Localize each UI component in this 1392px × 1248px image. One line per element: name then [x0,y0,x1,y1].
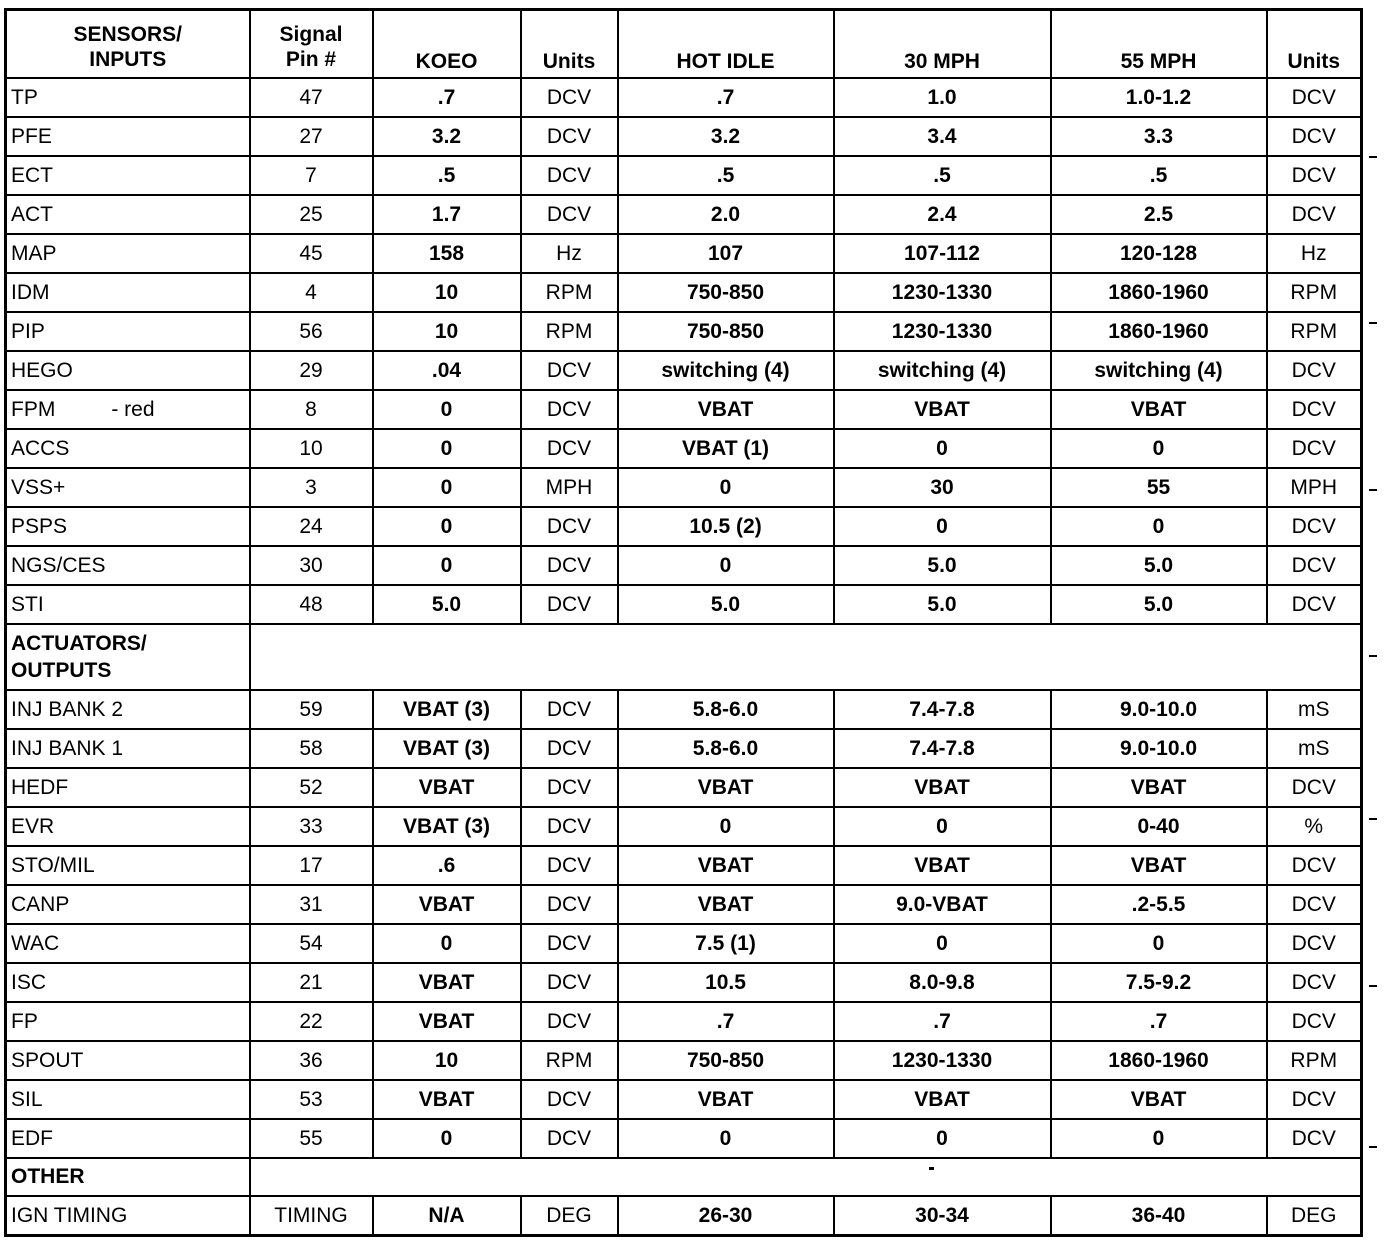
mph-55-cell: 0 [1051,1119,1267,1158]
hot-idle-cell: 0 [618,1119,834,1158]
header-row [6,10,1362,79]
units-cell: DCV [521,117,618,156]
mph-30-cell: .7 [834,1002,1051,1041]
signal-pin-cell: 29 [250,351,373,390]
signal-name-cell [6,924,250,963]
mph-30-cell: 2.4 [834,195,1051,234]
mph-30-cell: 7.4-7.8 [834,690,1051,729]
mph-30-cell: VBAT [834,846,1051,885]
section-blank-cell [250,624,1362,690]
hot-idle-cell: 10.5 [618,963,834,1002]
signal-name-cell [6,468,250,507]
units-cell: DEG [521,1196,618,1235]
units-2-cell: mS [1267,690,1362,729]
signal-name: IGN TIMING [11,1203,128,1227]
units-2-cell: DCV [1267,117,1362,156]
signal-name: SIL [11,1088,43,1111]
mph-55-cell: 9.0-10.0 [1051,729,1267,768]
mph-55-cell: 5.0 [1051,546,1267,585]
header-units: Units [521,10,618,79]
mph-55-cell: VBAT [1051,846,1267,885]
koeo-cell: .04 [373,351,521,390]
signal-pin-cell: 59 [250,690,373,729]
koeo-cell: 0 [373,468,521,507]
mph-55-cell: 1860-1960 [1051,273,1267,312]
mph-30-cell: switching (4) [834,351,1051,390]
header-hot-idle: HOT IDLE [618,10,834,79]
mph-30-cell: 1230-1330 [834,1041,1051,1080]
koeo-cell: 0 [373,924,521,963]
units-cell: DCV [521,429,618,468]
signal-pin-cell: 8 [250,390,373,429]
signal-name-cell [6,807,250,846]
koeo-cell: 0 [373,546,521,585]
sensor-spec-table [4,8,1363,1237]
mph-30-cell: 107-112 [834,234,1051,273]
signal-pin-cell: 58 [250,729,373,768]
signal-name-cell [6,690,250,729]
mph-30-cell: VBAT [834,390,1051,429]
signal-name-cell [6,312,250,351]
header-signal-pin: Signal Pin # [250,10,373,79]
koeo-cell: 10 [373,1041,521,1080]
koeo-cell: 0 [373,390,521,429]
signal-pin-cell: 48 [250,585,373,624]
table-row [6,351,1362,390]
header-units-2: Units [1267,10,1362,79]
koeo-cell: 10 [373,312,521,351]
units-cell: RPM [521,273,618,312]
koeo-cell: 0 [373,507,521,546]
hot-idle-cell: 107 [618,234,834,273]
table-row [6,546,1362,585]
units-cell: DCV [521,585,618,624]
koeo-cell: VBAT [373,963,521,1002]
signal-name: ACCS [11,437,70,460]
units-2-cell: DCV [1267,390,1362,429]
signal-name: PSPS [11,515,68,538]
signal-name-cell [6,729,250,768]
signal-pin-cell: 33 [250,807,373,846]
units-2-cell: mS [1267,729,1362,768]
units-cell: DCV [521,924,618,963]
mph-30-cell: 1230-1330 [834,312,1051,351]
table-row [6,1041,1362,1080]
section-label: OTHER [6,1158,250,1196]
units-cell: DCV [521,1080,618,1119]
mph-55-cell: 0 [1051,429,1267,468]
mph-30-cell: VBAT [834,1080,1051,1119]
signal-name: CANP [11,893,70,916]
signal-name: STO/MIL [11,854,95,877]
mph-55-cell: 0-40 [1051,807,1267,846]
signal-name: STI [11,593,44,616]
mph-55-cell: 1860-1960 [1051,1041,1267,1080]
hot-idle-cell: VBAT (1) [618,429,834,468]
margin-tick [1369,985,1377,987]
signal-name: FPM [11,398,56,421]
signal-name: INJ BANK 1 [11,737,124,760]
mph-55-cell: .5 [1051,156,1267,195]
mph-55-cell: 0 [1051,924,1267,963]
section-row-other [6,1158,1362,1196]
signal-name-cell [6,1119,250,1158]
signal-pin-cell: 55 [250,1119,373,1158]
section-row-actuators [6,624,1362,690]
signal-pin-cell: 56 [250,312,373,351]
hot-idle-cell: .5 [618,156,834,195]
units-cell: DCV [521,351,618,390]
signal-name-cell [6,117,250,156]
units-2-cell: DCV [1267,1080,1362,1119]
signal-name: IDM [11,281,50,304]
units-2-cell: DCV [1267,351,1362,390]
hot-idle-cell: 26-30 [618,1196,834,1235]
mph-30-cell: 0 [834,924,1051,963]
koeo-cell: 1.7 [373,195,521,234]
koeo-cell: VBAT (3) [373,729,521,768]
table-row [6,690,1362,729]
mph-30-cell: 9.0-VBAT [834,885,1051,924]
signal-pin-cell: 10 [250,429,373,468]
margin-tick [1369,655,1377,657]
header-sensors-inputs: SENSORS/ INPUTS [6,10,250,79]
signal-pin-cell: 21 [250,963,373,1002]
signal-name-cell [6,963,250,1002]
units-2-cell: DCV [1267,78,1362,117]
mph-30-cell: 5.0 [834,585,1051,624]
mph-55-cell: 7.5-9.2 [1051,963,1267,1002]
mph-55-cell: VBAT [1051,1080,1267,1119]
signal-pin-cell: 24 [250,507,373,546]
koeo-cell: .6 [373,846,521,885]
signal-pin-cell: 45 [250,234,373,273]
table-row [6,507,1362,546]
hot-idle-cell: 0 [618,807,834,846]
units-cell: RPM [521,1041,618,1080]
table-row [6,234,1362,273]
signal-name: NGS/CES [11,554,106,577]
koeo-cell: VBAT [373,885,521,924]
units-cell: DCV [521,195,618,234]
table-row [6,195,1362,234]
mph-30-cell: .5 [834,156,1051,195]
mph-55-cell: 5.0 [1051,585,1267,624]
signal-pin-cell: 52 [250,768,373,807]
signal-name-cell [6,273,250,312]
signal-name-cell [6,768,250,807]
signal-pin-cell: TIMING [250,1196,373,1235]
signal-pin-cell: 27 [250,117,373,156]
margin-tick [1369,1146,1377,1148]
units-2-cell: DCV [1267,846,1362,885]
stray-dot [929,1167,934,1170]
units-cell: DCV [521,768,618,807]
signal-name-cell [6,195,250,234]
units-cell: DCV [521,846,618,885]
signal-name-cell [6,234,250,273]
signal-name: ISC [11,971,47,994]
units-2-cell: DCV [1267,195,1362,234]
signal-name-cell [6,507,250,546]
mph-30-cell: 0 [834,807,1051,846]
units-2-cell: DCV [1267,546,1362,585]
koeo-cell: 0 [373,1119,521,1158]
units-2-cell: Hz [1267,234,1362,273]
hot-idle-cell: 750-850 [618,1041,834,1080]
signal-pin-cell: 30 [250,546,373,585]
mph-55-cell: VBAT [1051,768,1267,807]
units-2-cell: DEG [1267,1196,1362,1235]
signal-name-cell [6,156,250,195]
signal-pin-cell: 54 [250,924,373,963]
signal-name: INJ BANK 2 [11,698,124,721]
units-cell: Hz [521,234,618,273]
koeo-cell: VBAT (3) [373,690,521,729]
units-cell: RPM [521,312,618,351]
table-row [6,429,1362,468]
hot-idle-cell: .7 [618,1002,834,1041]
signal-pin-cell: 31 [250,885,373,924]
table-row [6,924,1362,963]
table-row [6,807,1362,846]
signal-name: MAP [11,242,57,265]
signal-name-cell [6,1196,250,1235]
koeo-cell: VBAT [373,768,521,807]
table-row [6,729,1362,768]
units-2-cell: DCV [1267,885,1362,924]
section-blank-cell [250,1158,1362,1196]
header-30-mph: 30 MPH [834,10,1051,79]
units-cell: DCV [521,885,618,924]
hot-idle-cell: 3.2 [618,117,834,156]
mph-55-cell: 3.3 [1051,117,1267,156]
koeo-cell: 10 [373,273,521,312]
signal-name-cell [6,78,250,117]
table-row [6,273,1362,312]
signal-name-cell [6,885,250,924]
units-cell: DCV [521,729,618,768]
signal-name-cell [6,846,250,885]
header-koeo: KOEO [373,10,521,79]
koeo-cell: 3.2 [373,117,521,156]
hot-idle-cell: switching (4) [618,351,834,390]
hot-idle-cell: 0 [618,546,834,585]
signal-name-cell [6,390,250,429]
signal-pin-cell: 4 [250,273,373,312]
margin-tick [1369,489,1377,491]
hot-idle-cell: 0 [618,468,834,507]
signal-name: PIP [11,320,45,343]
signal-name: WAC [11,932,60,955]
units-2-cell: RPM [1267,312,1362,351]
units-2-cell: DCV [1267,1119,1362,1158]
header-55-mph: 55 MPH [1051,10,1267,79]
signal-pin-cell: 53 [250,1080,373,1119]
koeo-cell: VBAT [373,1080,521,1119]
signal-name: TP [11,86,38,109]
table-row [6,390,1362,429]
signal-name: EDF [11,1127,53,1150]
hot-idle-cell: 5.0 [618,585,834,624]
mph-30-cell: 30-34 [834,1196,1051,1235]
units-2-cell: DCV [1267,1002,1362,1041]
koeo-cell: N/A [373,1196,521,1235]
mph-55-cell: 55 [1051,468,1267,507]
units-cell: MPH [521,468,618,507]
mph-55-cell: 1.0-1.2 [1051,78,1267,117]
signal-name-cell [6,546,250,585]
table-row [6,585,1362,624]
units-cell: DCV [521,690,618,729]
signal-name-cell [6,351,250,390]
hot-idle-cell: VBAT [618,390,834,429]
hot-idle-cell: 2.0 [618,195,834,234]
section-label: ACTUATORS/ OUTPUTS [6,624,250,690]
table-row [6,846,1362,885]
units-cell: DCV [521,1002,618,1041]
signal-pin-cell: 3 [250,468,373,507]
units-2-cell: DCV [1267,507,1362,546]
mph-55-cell: 0 [1051,507,1267,546]
mph-30-cell: 0 [834,429,1051,468]
table-row [6,78,1362,117]
units-2-cell: DCV [1267,924,1362,963]
units-2-cell: RPM [1267,273,1362,312]
table-row [6,963,1362,1002]
koeo-cell: 5.0 [373,585,521,624]
mph-30-cell: VBAT [834,768,1051,807]
margin-tick [1369,818,1377,820]
signal-pin-cell: 25 [250,195,373,234]
signal-name: PFE [11,125,52,148]
koeo-cell: .5 [373,156,521,195]
koeo-cell: .7 [373,78,521,117]
table-row [6,468,1362,507]
signal-name-cell [6,1041,250,1080]
units-cell: DCV [521,156,618,195]
table-row [6,1002,1362,1041]
mph-30-cell: 1.0 [834,78,1051,117]
koeo-cell: VBAT [373,1002,521,1041]
signal-name-cell [6,585,250,624]
units-2-cell: MPH [1267,468,1362,507]
mph-30-cell: 3.4 [834,117,1051,156]
units-cell: DCV [521,78,618,117]
units-2-cell: DCV [1267,585,1362,624]
koeo-cell: 0 [373,429,521,468]
hot-idle-cell: VBAT [618,768,834,807]
signal-pin-cell: 7 [250,156,373,195]
table-row [6,1080,1362,1119]
table-row [6,312,1362,351]
hot-idle-cell: 7.5 (1) [618,924,834,963]
mph-55-cell: VBAT [1051,390,1267,429]
mph-55-cell: 9.0-10.0 [1051,690,1267,729]
signal-name: HEDF [11,776,69,799]
signal-name: FP [11,1010,38,1033]
hot-idle-cell: 750-850 [618,273,834,312]
hot-idle-cell: 10.5 (2) [618,507,834,546]
signal-name-cell [6,1002,250,1041]
units-cell: DCV [521,1119,618,1158]
mph-55-cell: 2.5 [1051,195,1267,234]
koeo-cell: VBAT (3) [373,807,521,846]
mph-55-cell: switching (4) [1051,351,1267,390]
hot-idle-cell: .7 [618,78,834,117]
table-row [6,1196,1362,1235]
units-cell: DCV [521,390,618,429]
signal-name-cell [6,429,250,468]
mph-30-cell: 0 [834,507,1051,546]
hot-idle-cell: 750-850 [618,312,834,351]
mph-55-cell: .7 [1051,1002,1267,1041]
signal-name: SPOUT [11,1049,84,1072]
mph-30-cell: 8.0-9.8 [834,963,1051,1002]
signal-pin-cell: 17 [250,846,373,885]
units-2-cell: RPM [1267,1041,1362,1080]
mph-30-cell: 7.4-7.8 [834,729,1051,768]
signal-pin-cell: 22 [250,1002,373,1041]
signal-pin-cell: 47 [250,78,373,117]
mph-30-cell: 5.0 [834,546,1051,585]
margin-tick [1369,322,1377,324]
table-row [6,768,1362,807]
table-row [6,156,1362,195]
hot-idle-cell: 5.8-6.0 [618,729,834,768]
units-cell: DCV [521,507,618,546]
signal-pin-cell: 36 [250,1041,373,1080]
signal-name: HEGO [11,359,73,382]
mph-55-cell: 36-40 [1051,1196,1267,1235]
units-2-cell: DCV [1267,429,1362,468]
signal-name-cell [6,1080,250,1119]
hot-idle-cell: 5.8-6.0 [618,690,834,729]
signal-name: ECT [11,164,53,187]
koeo-cell: 158 [373,234,521,273]
margin-tick [1369,156,1377,158]
units-2-cell: DCV [1267,156,1362,195]
mph-55-cell: 120-128 [1051,234,1267,273]
mph-30-cell: 0 [834,1119,1051,1158]
table-row [6,117,1362,156]
mph-55-cell: 1860-1960 [1051,312,1267,351]
units-cell: DCV [521,546,618,585]
signal-name: ACT [11,203,53,226]
signal-name: EVR [11,815,55,838]
units-2-cell: DCV [1267,768,1362,807]
signal-note: - red [111,398,155,421]
mph-30-cell: 1230-1330 [834,273,1051,312]
units-2-cell: DCV [1267,963,1362,1002]
hot-idle-cell: VBAT [618,846,834,885]
mph-55-cell: .2-5.5 [1051,885,1267,924]
hot-idle-cell: VBAT [618,1080,834,1119]
units-2-cell: % [1267,807,1362,846]
units-cell: DCV [521,963,618,1002]
signal-name: VSS+ [11,476,66,499]
table-row [6,1119,1362,1158]
hot-idle-cell: VBAT [618,885,834,924]
table-body [6,78,1362,1235]
table-row [6,885,1362,924]
mph-30-cell: 30 [834,468,1051,507]
units-cell: DCV [521,807,618,846]
